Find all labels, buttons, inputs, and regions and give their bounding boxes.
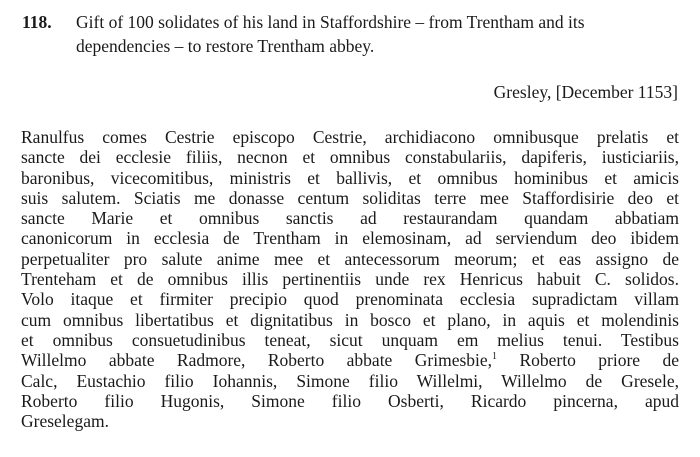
charter-line: perpetualiter pro salute anime mee et antecessorum meorum; et eas assigno de — [21, 248, 679, 269]
entry-title-line-2: dependencies – to restore Trentham abbey. — [76, 36, 375, 56]
charter-line: cum omnibus libertatibus et dignitatibus in bosco et plano, in aquis et molendinis — [21, 309, 679, 330]
footnote-marker[interactable]: 1 — [492, 351, 498, 363]
entry-number: 118. — [22, 12, 52, 32]
charter-line-part: Willelmo abbate Radmore, Roberto abbate Grimesbie, — [21, 350, 493, 371]
entry-heading — [22, 10, 682, 58]
charter-line: suis salutem. Sciatis me donasse centum soliditas terre mee Staffordisirie deo et — [21, 187, 679, 208]
charter-line: Ranulfus comes Cestrie episcopo Cestrie, archidiacono omnibusque prelatis et — [21, 127, 679, 147]
charter-line-with-footnote — [21, 350, 679, 370]
entry-title-line-1: Gift of 100 solidates of his land in Staffordshire – from Trentham and its — [76, 12, 585, 32]
charter-line: Calc, Eustachio filio Iohannis, Simone filio Willelmi, Willelmo de Gresele, — [21, 370, 679, 391]
charter-line: Greselegam. — [21, 411, 109, 432]
charter-line: et omnibus consuetudinibus teneat, sicut unquam em melius tenui. Testibus — [21, 329, 679, 350]
place-date: Gresley, [December 1153] — [493, 82, 678, 102]
charter-line: Roberto filio Hugonis, Simone filio Osberti, Ricardo pincerna, apud — [21, 390, 679, 411]
charter-line: sancte dei ecclesie filiis, necnon et omnibus constabulariis, dapiferis, iusticiariis, — [21, 147, 679, 168]
charter-line: Trenteham et de omnibus illis pertinentiis unde rex Henricus habuit C. solidos. — [21, 269, 679, 290]
charter-text — [21, 127, 679, 431]
charter-line: Volo itaque et firmiter precipio quod prenominata ecclesia supradictam villam — [21, 289, 679, 310]
charter-line: baronibus, vicecomitibus, ministris et ballivis, et omnibus hominibus et amicis — [21, 167, 679, 188]
charter-line: sancte Marie et omnibus sanctis ad restaurandam quandam abbatiam — [21, 208, 679, 229]
charter-line: canonicorum in ecclesia de Trentham in elemosinam, ad serviendum deo ibidem — [21, 228, 679, 249]
charter-line-part: Roberto priore de — [497, 350, 679, 371]
